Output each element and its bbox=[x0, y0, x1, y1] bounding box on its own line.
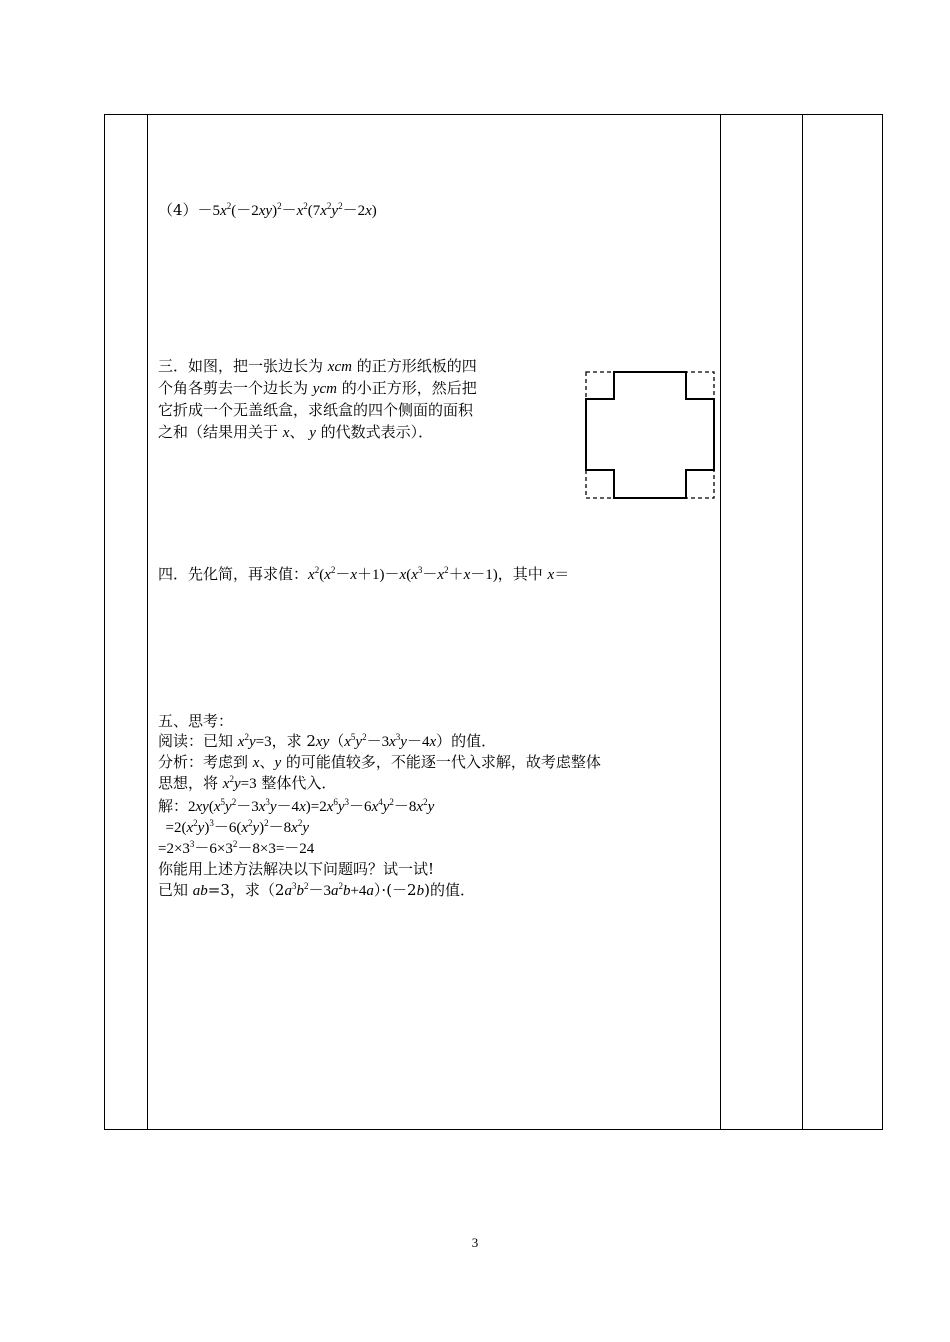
page-number: 3 bbox=[471, 1235, 479, 1250]
cut-square-figure bbox=[582, 368, 718, 502]
section-5-reading: 阅读：已知 $x^2y=3$，求 $2xy(x^5y^2-3x^3y-4x)$的值． bbox=[158, 732, 497, 750]
section-3-line-4: 之和（结果用关于 x、 y 的代数式表示）． bbox=[158, 423, 434, 441]
table-column-divider bbox=[147, 115, 148, 1129]
section-3-line-3: 它折成一个无盖纸盒，求纸盒的四个侧面的面积 bbox=[158, 401, 474, 419]
section-3-line-1: 三．如图，把一张边长为 xcm 的正方形纸板的四 bbox=[158, 357, 477, 375]
lesson-table bbox=[104, 114, 883, 1130]
table-column-divider bbox=[720, 115, 721, 1129]
section-3-line-2: 个角各剪去一个边长为 ycm 的小正方形，然后把 bbox=[158, 379, 477, 397]
section-5-solution-2: $=2(x^2y)^3-6(x^2y)^2-8x^2y$ bbox=[158, 818, 310, 836]
section-5-try: 你能用上述方法解决以下问题吗？试一试! bbox=[158, 860, 435, 878]
table-column-divider bbox=[802, 115, 803, 1129]
section-5-analysis-1: 分析：考虑到 x、y 的可能值较多，不能逐一代入求解，故考虑整体 bbox=[158, 753, 601, 771]
section-5-solution-3: $=2\times 3^3-6\times 3^2-8\times 3=-24$ bbox=[158, 839, 315, 857]
section-5-solution-1: 解：$2xy(x^5y^2-3x^3y-4x)=2x^6y^3-6x^4y^2-8x^2y$ bbox=[158, 797, 435, 815]
section-5-title: 五、思考： bbox=[158, 712, 234, 730]
section-5-exercise: 已知 ab=3，求$(2a^3b^2-3a^2b+4a)\cdot(-2b)$的值． bbox=[158, 881, 475, 899]
section-4: 四．先化简，再求值：$x^2(x^2-x+1)-x(x^3-x^2+x-1)$，其中 x＝ bbox=[158, 565, 570, 583]
question-4: $(4)-5x^2(-2xy)^2-x^2(7x^2y^2-2x)$ bbox=[158, 201, 377, 219]
section-5-analysis-2: 思想，将 $x^2y=3$ 整体代入． bbox=[158, 774, 337, 792]
